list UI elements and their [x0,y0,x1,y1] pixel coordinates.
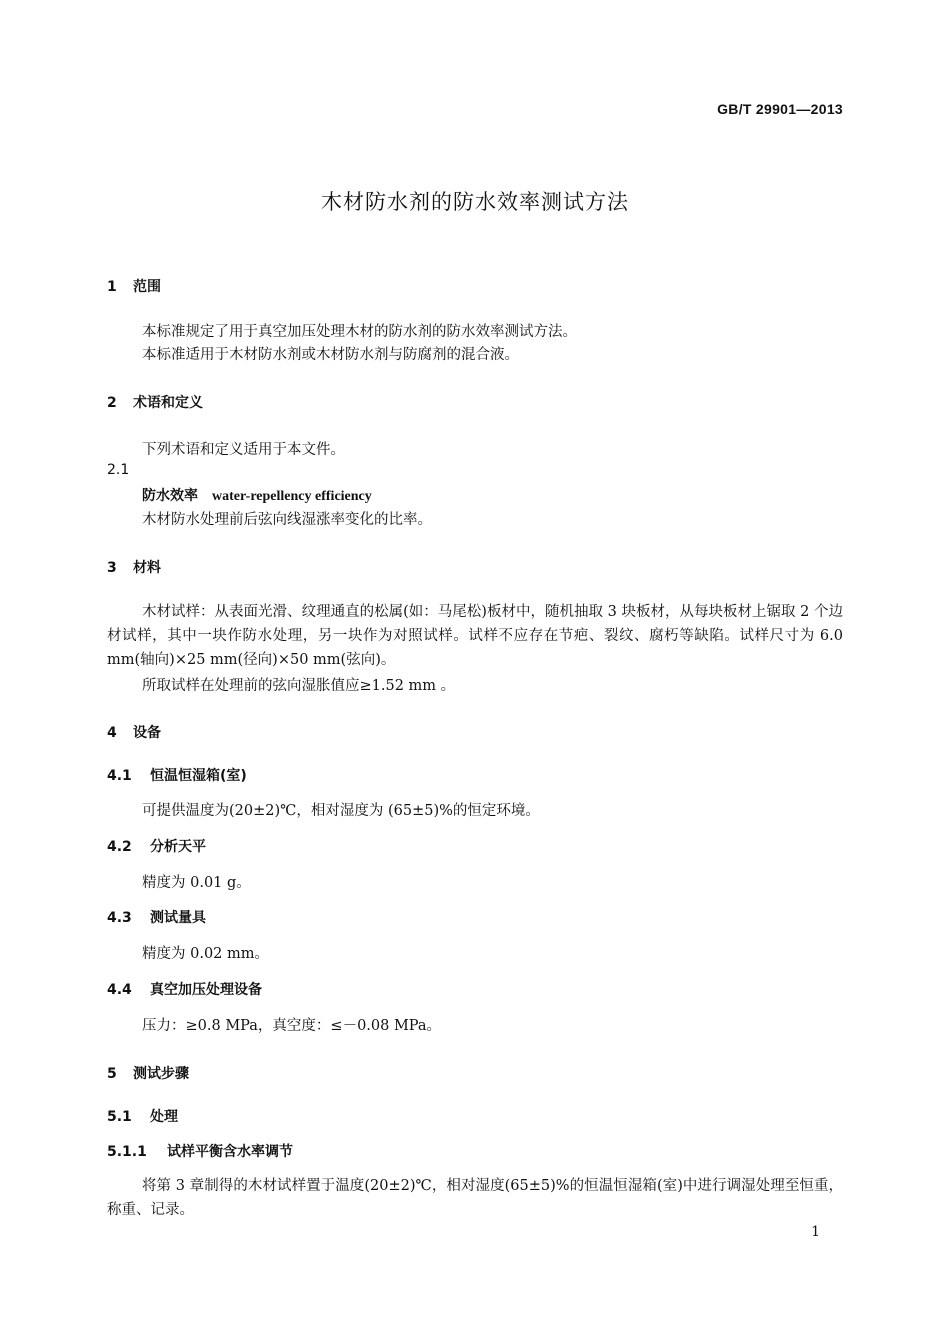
section-number: 1 [107,279,117,295]
subsection-4-1-heading [107,765,247,785]
section-4-heading [107,722,161,742]
subsection-title: 处理 [150,1109,178,1125]
section-2-heading [107,392,203,412]
term-heading [142,485,372,505]
subsection-title: 恒温恒湿箱(室) [150,768,247,784]
standard-number: GB/T 29901—2013 [717,101,843,117]
subsection-4-1-paragraph: 可提供温度为(20±2)℃，相对湿度为 (65±5)%的恒定环境。 [142,803,540,819]
subsection-title: 真空加压处理设备 [150,982,262,998]
page-number: 1 [811,1224,820,1240]
subsection-4-4-paragraph: 压力：≥0.8 MPa，真空度：≤－0.08 MPa。 [142,1018,442,1034]
section-number: 3 [107,560,117,576]
subsection-number: 5.1 [107,1109,132,1125]
subsection-title: 试样平衡含水率调节 [167,1144,293,1160]
section-number: 2 [107,395,117,411]
subsection-4-3-paragraph: 精度为 0.02 mm。 [142,946,270,962]
section-title: 测试步骤 [133,1066,189,1082]
subsection-4-3-heading [107,907,206,927]
subsection-5-1-heading [107,1106,178,1126]
section-title: 术语和定义 [133,395,203,411]
subsection-title: 测试量具 [150,910,206,926]
term-number: 2.1 [107,462,130,478]
subsection-number: 4.4 [107,982,132,998]
subsection-5-1-1-heading [107,1141,293,1161]
document-title: 木材防水剂的防水效率测试方法 [321,190,629,214]
section-1-paragraph-2: 本标准适用于木材防水剂或木材防水剂与防腐剂的混合液。 [142,347,519,363]
section-title: 范围 [133,279,161,295]
section-title: 材料 [133,560,161,576]
section-3-paragraph-2: 所取试样在处理前的弦向湿胀值应≥1.52 mm 。 [142,678,456,694]
section-3-heading [107,557,161,577]
term-definition: 木材防水处理前后弦向线湿涨率变化的比率。 [142,512,432,528]
subsection-number: 5.1.1 [107,1144,147,1160]
section-1-paragraph-1: 本标准规定了用于真空加压处理木材的防水剂的防水效率测试方法。 [142,324,577,340]
section-number: 4 [107,725,117,741]
section-title: 设备 [133,725,161,741]
term-chinese: 防水效率 [142,488,198,504]
subsection-4-2-paragraph: 精度为 0.01 g。 [142,875,251,891]
subsection-number: 4.2 [107,839,132,855]
subsection-4-2-heading [107,836,206,856]
section-1-heading [107,276,161,296]
section-number: 5 [107,1066,117,1082]
section-5-heading [107,1063,189,1083]
term-english: water-repellency efficiency [212,489,372,504]
section-3-paragraph-1: 木材试样：从表面光滑、纹理通直的松属(如：马尾松)板材中，随机抽取 3 块板材，从每块板材上锯取 2 个边材试样，其中一块作防水处理，另一块作为对照试样。试样不应存在节疤、裂纹、腐朽等缺陷。试样尺寸为 6.0 mm(轴向)×25 mm(径向)×50 mm(弦向)。 [107,604,843,668]
subsection-number: 4.3 [107,910,132,926]
subsection-title: 分析天平 [150,839,206,855]
section-2-paragraph: 下列术语和定义适用于本文件。 [142,442,345,458]
subsection-5-1-1-paragraph: 将第 3 章制得的木材试样置于温度(20±2)℃，相对湿度(65±5)%的恒温恒湿箱(室)中进行调湿处理至恒重，称重、记录。 [107,1178,844,1218]
subsection-number: 4.1 [107,768,132,784]
subsection-4-4-heading [107,979,262,999]
